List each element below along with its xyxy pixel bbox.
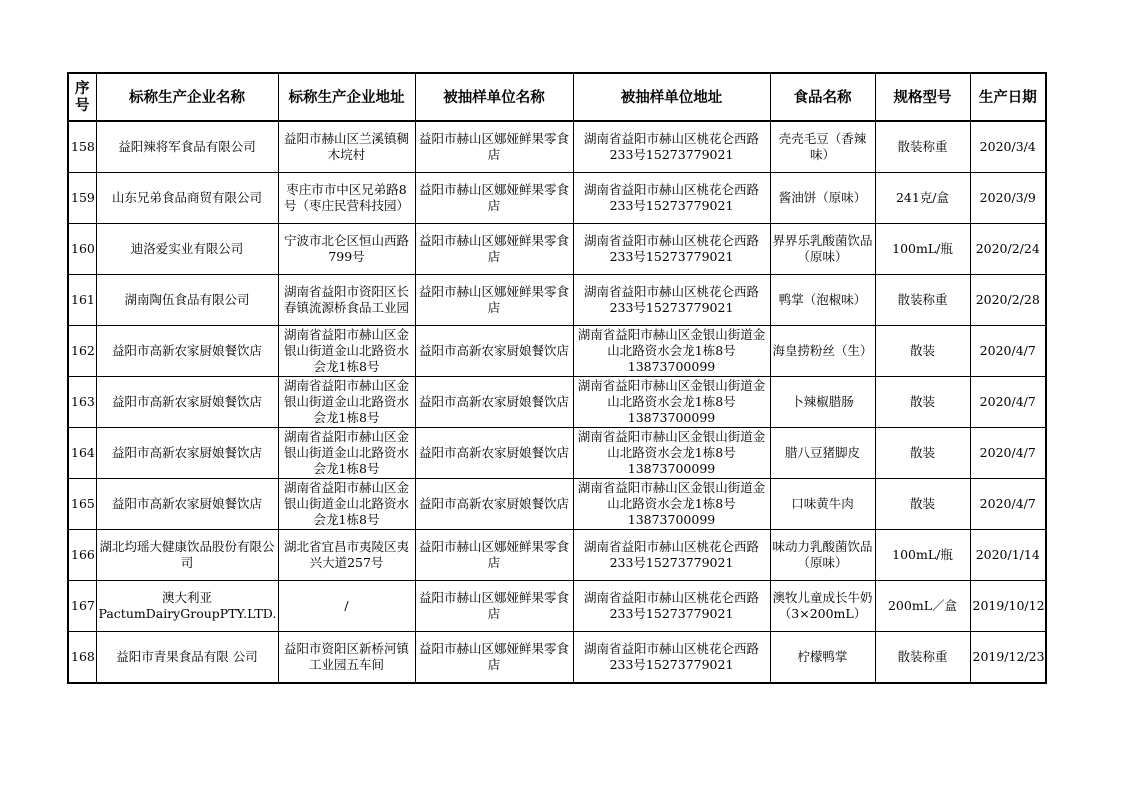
cell-food-name: 味动力乳酸菌饮品（原味） (770, 530, 875, 581)
cell-spec: 散装称重 (875, 275, 970, 326)
cell-food-name: 口味黄牛肉 (770, 479, 875, 530)
table-row (68, 479, 1046, 530)
cell-sampled-unit-name: 益阳市赫山区娜娅鲜果零食店 (415, 275, 573, 326)
header-producer-address: 标称生产企业地址 (278, 73, 415, 121)
cell-production-date: 2020/3/9 (970, 173, 1046, 224)
cell-spec: 散装 (875, 377, 970, 428)
cell-index: 162 (68, 326, 96, 377)
table-row (68, 275, 1046, 326)
cell-sampled-unit-address: 湖南省益阳市赫山区桃花仑西路233号15273779021 (573, 121, 770, 173)
cell-spec: 散装称重 (875, 632, 970, 684)
cell-sampled-unit-address: 湖南省益阳市赫山区金银山街道金山北路资水会龙1栋8号13873700099 (573, 428, 770, 479)
cell-food-name: 澳牧儿童成长牛奶（3×200mL） (770, 581, 875, 632)
cell-sampled-unit-address: 湖南省益阳市赫山区金银山街道金山北路资水会龙1栋8号13873700099 (573, 479, 770, 530)
cell-producer-name: 益阳市高新农家厨娘餐饮店 (96, 479, 278, 530)
cell-production-date: 2020/4/7 (970, 377, 1046, 428)
table-row (68, 632, 1046, 684)
cell-spec: 散装 (875, 428, 970, 479)
cell-sampled-unit-address: 湖南省益阳市赫山区桃花仑西路233号15273779021 (573, 224, 770, 275)
header-sampled-unit-name: 被抽样单位名称 (415, 73, 573, 121)
cell-index: 168 (68, 632, 96, 684)
cell-producer-name: 澳大利亚PactumDairyGroupPTY.LTD. (96, 581, 278, 632)
cell-producer-address: 湖南省益阳市赫山区金银山街道金山北路资水会龙1栋8号 (278, 326, 415, 377)
cell-food-name: 柠檬鸭掌 (770, 632, 875, 684)
cell-spec: 散装 (875, 326, 970, 377)
cell-producer-address: 湖南省益阳市资阳区长春镇流源桥食品工业园 (278, 275, 415, 326)
cell-producer-name: 湖南陶伍食品有限公司 (96, 275, 278, 326)
cell-producer-name: 湖北均瑶大健康饮品股份有限公司 (96, 530, 278, 581)
cell-production-date: 2020/2/24 (970, 224, 1046, 275)
cell-producer-name: 迪洛爱实业有限公司 (96, 224, 278, 275)
cell-index: 166 (68, 530, 96, 581)
cell-producer-address: 枣庄市市中区兄弟路8号（枣庄民营科技园） (278, 173, 415, 224)
cell-index: 161 (68, 275, 96, 326)
header-producer-name: 标称生产企业名称 (96, 73, 278, 121)
cell-production-date: 2020/1/14 (970, 530, 1046, 581)
cell-index: 159 (68, 173, 96, 224)
cell-spec: 100mL/瓶 (875, 530, 970, 581)
cell-index: 160 (68, 224, 96, 275)
cell-food-name: 鸭掌（泡椒味） (770, 275, 875, 326)
cell-sampled-unit-address: 湖南省益阳市赫山区桃花仑西路233号15273779021 (573, 275, 770, 326)
cell-sampled-unit-address: 湖南省益阳市赫山区桃花仑西路233号15273779021 (573, 173, 770, 224)
cell-production-date: 2020/4/7 (970, 428, 1046, 479)
table-header-row (68, 73, 1046, 121)
cell-index: 163 (68, 377, 96, 428)
cell-spec: 100mL/瓶 (875, 224, 970, 275)
cell-food-name: 酱油饼（原味） (770, 173, 875, 224)
cell-sampled-unit-name: 益阳市高新农家厨娘餐饮店 (415, 326, 573, 377)
cell-sampled-unit-name: 益阳市赫山区娜娅鲜果零食店 (415, 530, 573, 581)
cell-spec: 241克/盒 (875, 173, 970, 224)
cell-index: 164 (68, 428, 96, 479)
cell-producer-address: 益阳市赫山区兰溪镇稠木垸村 (278, 121, 415, 173)
cell-sampled-unit-name: 益阳市赫山区娜娅鲜果零食店 (415, 581, 573, 632)
table-row (68, 224, 1046, 275)
cell-sampled-unit-address: 湖南省益阳市赫山区桃花仑西路233号15273779021 (573, 530, 770, 581)
cell-sampled-unit-name: 益阳市赫山区娜娅鲜果零食店 (415, 173, 573, 224)
cell-producer-address: / (278, 581, 415, 632)
cell-production-date: 2019/12/23 (970, 632, 1046, 684)
cell-food-name: 界界乐乳酸菌饮品（原味） (770, 224, 875, 275)
cell-producer-address: 湖南省益阳市赫山区金银山街道金山北路资水会龙1栋8号 (278, 428, 415, 479)
cell-producer-name: 益阳市高新农家厨娘餐饮店 (96, 428, 278, 479)
header-spec: 规格型号 (875, 73, 970, 121)
cell-sampled-unit-address: 湖南省益阳市赫山区金银山街道金山北路资水会龙1栋8号13873700099 (573, 377, 770, 428)
cell-production-date: 2020/4/7 (970, 326, 1046, 377)
cell-production-date: 2020/2/28 (970, 275, 1046, 326)
cell-food-name: 腊八豆猪脚皮 (770, 428, 875, 479)
cell-production-date: 2020/4/7 (970, 479, 1046, 530)
cell-index: 158 (68, 121, 96, 173)
cell-sampled-unit-name: 益阳市高新农家厨娘餐饮店 (415, 479, 573, 530)
header-sampled-unit-address: 被抽样单位地址 (573, 73, 770, 121)
cell-food-name: 卜辣椒腊肠 (770, 377, 875, 428)
cell-sampled-unit-address: 湖南省益阳市赫山区桃花仑西路233号15273779021 (573, 632, 770, 684)
cell-sampled-unit-name: 益阳市赫山区娜娅鲜果零食店 (415, 224, 573, 275)
table-row (68, 428, 1046, 479)
cell-producer-name: 益阳辣将军食品有限公司 (96, 121, 278, 173)
cell-producer-name: 山东兄弟食品商贸有限公司 (96, 173, 278, 224)
table-row (68, 326, 1046, 377)
cell-index: 165 (68, 479, 96, 530)
cell-producer-address: 宁波市北仑区恒山西路799号 (278, 224, 415, 275)
cell-food-name: 海皇捞粉丝（生） (770, 326, 875, 377)
cell-producer-name: 益阳市高新农家厨娘餐饮店 (96, 377, 278, 428)
table-row (68, 377, 1046, 428)
table-row (68, 581, 1046, 632)
sample-table (67, 72, 1047, 684)
header-food-name: 食品名称 (770, 73, 875, 121)
cell-sampled-unit-address: 湖南省益阳市赫山区桃花仑西路233号15273779021 (573, 581, 770, 632)
cell-spec: 散装称重 (875, 121, 970, 173)
cell-production-date: 2020/3/4 (970, 121, 1046, 173)
cell-index: 167 (68, 581, 96, 632)
cell-producer-name: 益阳市高新农家厨娘餐饮店 (96, 326, 278, 377)
table-row (68, 121, 1046, 173)
cell-sampled-unit-name: 益阳市赫山区娜娅鲜果零食店 (415, 632, 573, 684)
cell-food-name: 壳壳毛豆（香辣味） (770, 121, 875, 173)
cell-sampled-unit-name: 益阳市赫山区娜娅鲜果零食店 (415, 121, 573, 173)
cell-sampled-unit-name: 益阳市高新农家厨娘餐饮店 (415, 377, 573, 428)
cell-sampled-unit-name: 益阳市高新农家厨娘餐饮店 (415, 428, 573, 479)
cell-spec: 散装 (875, 479, 970, 530)
cell-sampled-unit-address: 湖南省益阳市赫山区金银山街道金山北路资水会龙1栋8号13873700099 (573, 326, 770, 377)
cell-producer-name: 益阳市青果食品有限 公司 (96, 632, 278, 684)
table-row (68, 530, 1046, 581)
cell-spec: 200mL／盒 (875, 581, 970, 632)
cell-producer-address: 湖北省宜昌市夷陵区夷兴大道257号 (278, 530, 415, 581)
header-production-date: 生产日期 (970, 73, 1046, 121)
header-index: 序号 (68, 73, 96, 121)
cell-producer-address: 益阳市资阳区新桥河镇工业园五车间 (278, 632, 415, 684)
cell-producer-address: 湖南省益阳市赫山区金银山街道金山北路资水会龙1栋8号 (278, 377, 415, 428)
cell-producer-address: 湖南省益阳市赫山区金银山街道金山北路资水会龙1栋8号 (278, 479, 415, 530)
cell-production-date: 2019/10/12 (970, 581, 1046, 632)
table-row (68, 173, 1046, 224)
